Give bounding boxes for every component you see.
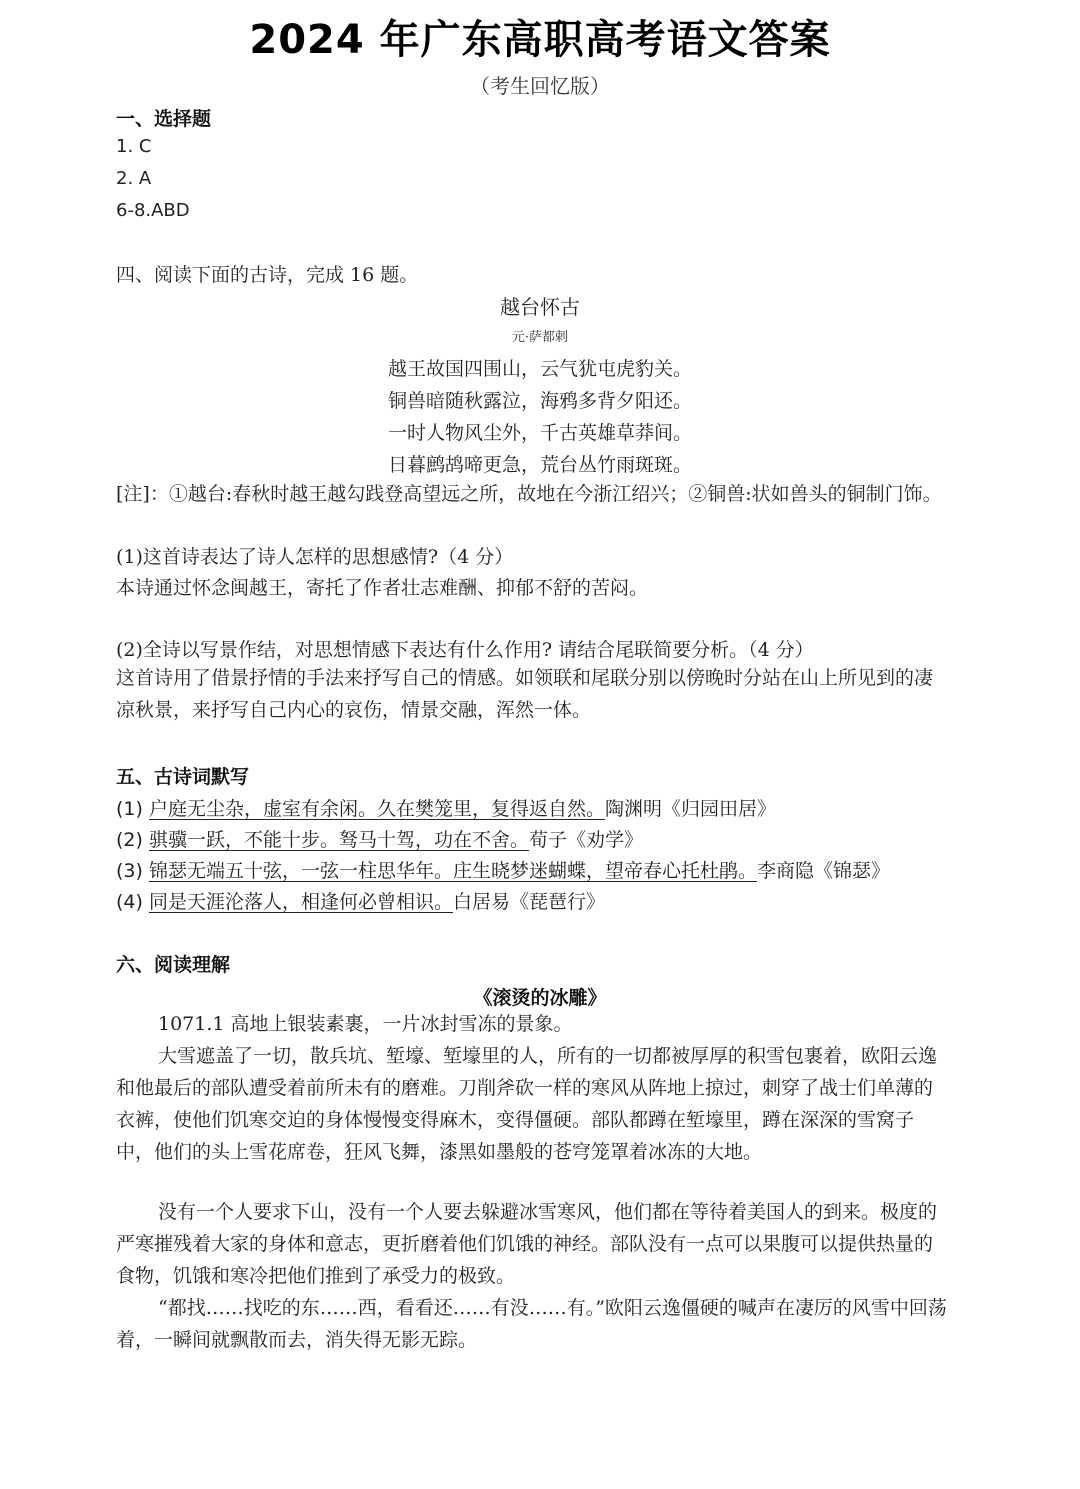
story-paragraph: 1071.1 高地上银装素裹，一片冰封雪冻的景象。 xyxy=(158,1013,573,1035)
recitation-number: (3) xyxy=(116,860,143,882)
recitation-number: (2) xyxy=(116,829,143,851)
answer-item: 1. C xyxy=(116,136,152,157)
section-heading-choice: 一、选择题 xyxy=(116,108,212,130)
recitation-item xyxy=(116,887,605,914)
recitation-number: (4) xyxy=(116,891,143,913)
poem-line: 铜兽暗随秋露泣，海鸦多背夕阳还。 xyxy=(387,390,692,412)
recitation-item xyxy=(116,856,890,883)
recitation-number: (1) xyxy=(116,798,143,820)
page-subtitle: （考生回忆版） xyxy=(470,74,610,98)
recitation-quote: 骐骥一跃，不能十步。驽马十驾，功在不舍。 xyxy=(148,829,529,851)
section-heading-reading: 六、阅读理解 xyxy=(116,954,231,976)
poem-note: [注]：①越台:春秋时越王越勾践登高望远之所，故地在今浙江绍兴；②铜兽:状如兽头的铜制门饰。 xyxy=(116,483,942,505)
recitation-item xyxy=(116,825,643,852)
section-heading-poem: 四、阅读下面的古诗，完成 16 题。 xyxy=(116,264,419,286)
section-heading-recitation: 五、古诗词默写 xyxy=(116,766,250,788)
recitation-item xyxy=(116,794,776,821)
recitation-source: 白居易《琵琶行》 xyxy=(452,891,605,913)
answer-item: 2. A xyxy=(116,168,152,189)
poem-line: 越王故国四围山，云气犹屯虎豹关。 xyxy=(387,358,692,380)
question-1: (1)这首诗表达了诗人怎样的思想感情?（4 分） xyxy=(116,546,514,568)
poem-author: 元·萨都剌 xyxy=(511,330,569,345)
answer-2: 这首诗用了借景抒情的手法来抒写自己的情感。如领联和尾联分别以傍晚时分站在山上所见到的凄凉秋景，来抒写自己内心的哀伤，情景交融，浑然一体。 xyxy=(116,667,934,721)
question-2: (2)全诗以写景作结，对思想情感下表达有什么作用? 请结合尾联简要分析。（4 分） xyxy=(116,639,814,661)
story-title: 《滚烫的冰雕》 xyxy=(473,987,607,1009)
recitation-source: 荀子《劝学》 xyxy=(528,829,643,851)
story-paragraph: 大雪遮盖了一切，散兵坑、堑壕、堑壕里的人，所有的一切都被厚厚的积雪包裹着，欧阳云逸和他最后的部队遭受着前所未有的磨难。刀削斧砍一样的寒风从阵地上掠过，刺穿了战士们单薄的衣裤，使他们饥寒交迫的身体慢慢变得麻木，变得僵硬。部队都蹲在堑壕里，蹲在深深的雪窝子中，他们的头上雪花席卷，狂风飞舞，漆黑如墨般的苍穹笼罩着冰冻的大地。 xyxy=(116,1045,938,1163)
answer-1: 本诗通过怀念闽越王，寄托了作者壮志难酬、抑郁不舒的苦闷。 xyxy=(116,577,649,599)
page-title: 2024 年广东高职高考语文答案 xyxy=(249,17,831,63)
answer-item: 6-8.ABD xyxy=(116,200,190,221)
poem-title: 越台怀古 xyxy=(500,295,580,319)
recitation-source: 李商隐《锦瑟》 xyxy=(756,860,890,882)
recitation-quote: 户庭无尘杂，虚室有余闲。久在樊笼里，复得返自然。 xyxy=(148,798,605,820)
story-paragraph: 没有一个人要求下山，没有一个人要去躲避冰雪寒风，他们都在等待着美国人的到来。极度的严寒摧残着大家的身体和意志，更折磨着他们饥饿的神经。部队没有一点可以果腹可以提供热量的食物，饥饿和寒冷把他们推到了承受力的极致。 xyxy=(116,1201,938,1287)
recitation-source: 陶渊明《归园田居》 xyxy=(604,798,776,820)
recitation-quote: 同是天涯沦落人，相逢何必曾相识。 xyxy=(148,891,453,913)
poem-line: 一时人物风尘外，千古英雄草莽间。 xyxy=(387,422,692,444)
story-paragraph: “都找……找吃的东……西，看看还……有没……有。”欧阳云逸僵硬的喊声在凄厉的风雪中回荡着，一瞬间就飘散而去，消失得无影无踪。 xyxy=(116,1297,947,1351)
recitation-quote: 锦瑟无端五十弦，一弦一柱思华年。庄生晓梦迷蝴蝶，望帝春心托杜鹃。 xyxy=(148,860,757,882)
poem-line: 日暮鹧鸪啼更急，荒台丛竹雨斑斑。 xyxy=(387,454,692,476)
